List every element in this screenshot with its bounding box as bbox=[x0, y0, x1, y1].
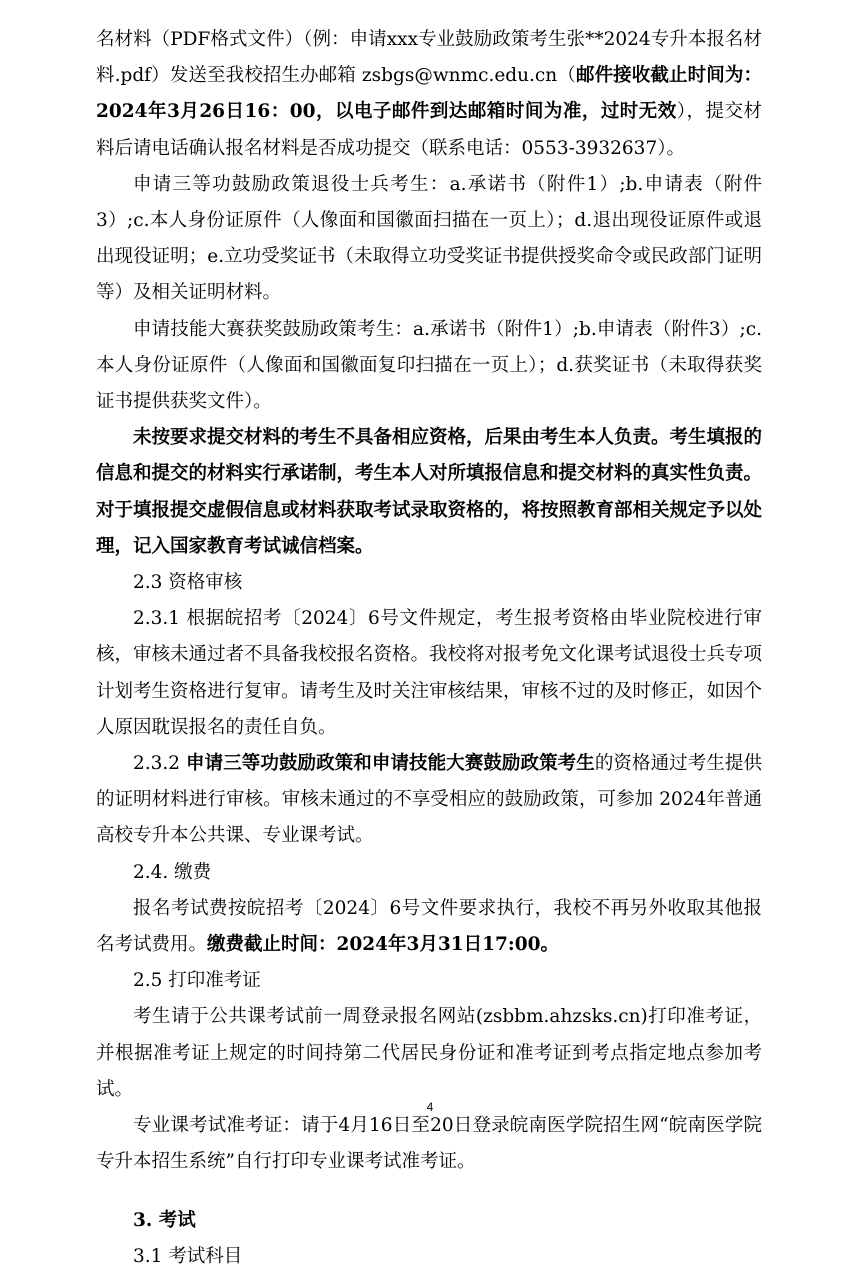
deadline-notice: 邮件接收截止时间为：2024年3月26日16：00，以电子邮件到达邮箱时间为准，过时无效 bbox=[96, 65, 762, 123]
paragraph-skills-materials: 申请技能大赛获奖鼓励政策考生：a.承诺书（附件1）;b.申请表（附件3）;c.本人身份证原件（人像面和国徽面复印扫描在一页上）；d.获奖证书（未取得获奖证书提供获奖文件）。 bbox=[96, 318, 762, 413]
submission-text: 名材料（PDF格式文件）（例：申请xxx专业鼓励政策考生张**2024专升本报名材料.pdf）发送至我校招生办邮箱 zsbgs@wnmc.edu.cn（ bbox=[96, 29, 762, 87]
paragraph-2-3-2 bbox=[96, 746, 762, 855]
heading-2-3: 2.3 资格审核 bbox=[133, 572, 243, 594]
paragraph-responsibility-notice: 未按要求提交材料的考生不具备相应资格，后果由考生本人负责。考生填报的信息和提交的材料实行承诺制，考生本人对所填报信息和提交材料的真实性负责。对于填报提交虚假信息或材料获取考试录取资格的，将按照教育部相关规定予以处理，记入国家教育考试诚信档案。 bbox=[96, 427, 763, 557]
policy-applicants: 申请三等功鼓励政策和申请技能大赛鼓励政策考生 bbox=[186, 753, 595, 775]
paragraph-admission-ticket: 考生请于公共课考试前一周登录报名网站(zsbbm.ahzsks.cn)打印准考证，并根据准考证上规定的时间持第二代居民身份证和准考证到考点指定地点参加考试。 bbox=[96, 1006, 762, 1100]
section-number: 2.3.2 bbox=[133, 753, 187, 775]
page-content bbox=[96, 22, 762, 1275]
fee-deadline: 缴费截止时间：2024年3月31日17:00。 bbox=[207, 934, 559, 956]
section-spacer bbox=[96, 1181, 762, 1203]
fee-text: 报名考试费按皖招考〔2024〕6号文件要求执行，我校不再另外收取其他报名考试费用。 bbox=[96, 897, 762, 956]
paragraph-2-3-1: 2.3.1 根据皖招考〔2024〕6号文件规定，考生报考资格由毕业院校进行审核，审核未通过者不具备我校报名资格。我校将对报考免文化课考试退役士兵专项计划考生资格进行复审。请考生及时关注审核结果，审核不过的及时修正，如因个人原因耽误报名的责任自负。 bbox=[96, 608, 763, 738]
paragraph-veteran-materials: 申请三等功鼓励政策退役士兵考生：a.承诺书（附件1）;b.申请表（附件3）;c.本人身份证原件（人像面和国徽面扫描在一页上）；d.退出现役证原件或退出现役证明；e.立功受奖证书（未取得立功受奖证书提供授奖命令或民政部门证明等）及相关证明材料。 bbox=[96, 173, 762, 304]
submission-confirm-text: ），提交材料后请电话确认报名材料是否成功提交（联系电话：0553-3932637）。 bbox=[96, 101, 762, 159]
paragraph-fees bbox=[96, 891, 762, 963]
heading-3-1: 3.1 考试科目 bbox=[133, 1245, 243, 1267]
heading-3: 3. 考试 bbox=[133, 1209, 196, 1231]
heading-2-4: 2.4. 缴费 bbox=[133, 861, 212, 883]
review-text: 的资格通过考生提供的证明材料进行审核。审核未通过的不享受相应的鼓励政策，可参加 2024年普通高校专升本公共课、专业课考试。 bbox=[96, 753, 762, 847]
paragraph-professional-ticket: 专业课考试准考证：请于4月16日至20日登录皖南医学院招生网“皖南医学院专升本招生系统”自行打印专业课考试准考证。 bbox=[96, 1115, 762, 1173]
paragraph-submission bbox=[96, 22, 762, 167]
heading-2-5: 2.5 打印准考证 bbox=[133, 970, 261, 992]
page-number: 4 bbox=[426, 1100, 434, 1114]
